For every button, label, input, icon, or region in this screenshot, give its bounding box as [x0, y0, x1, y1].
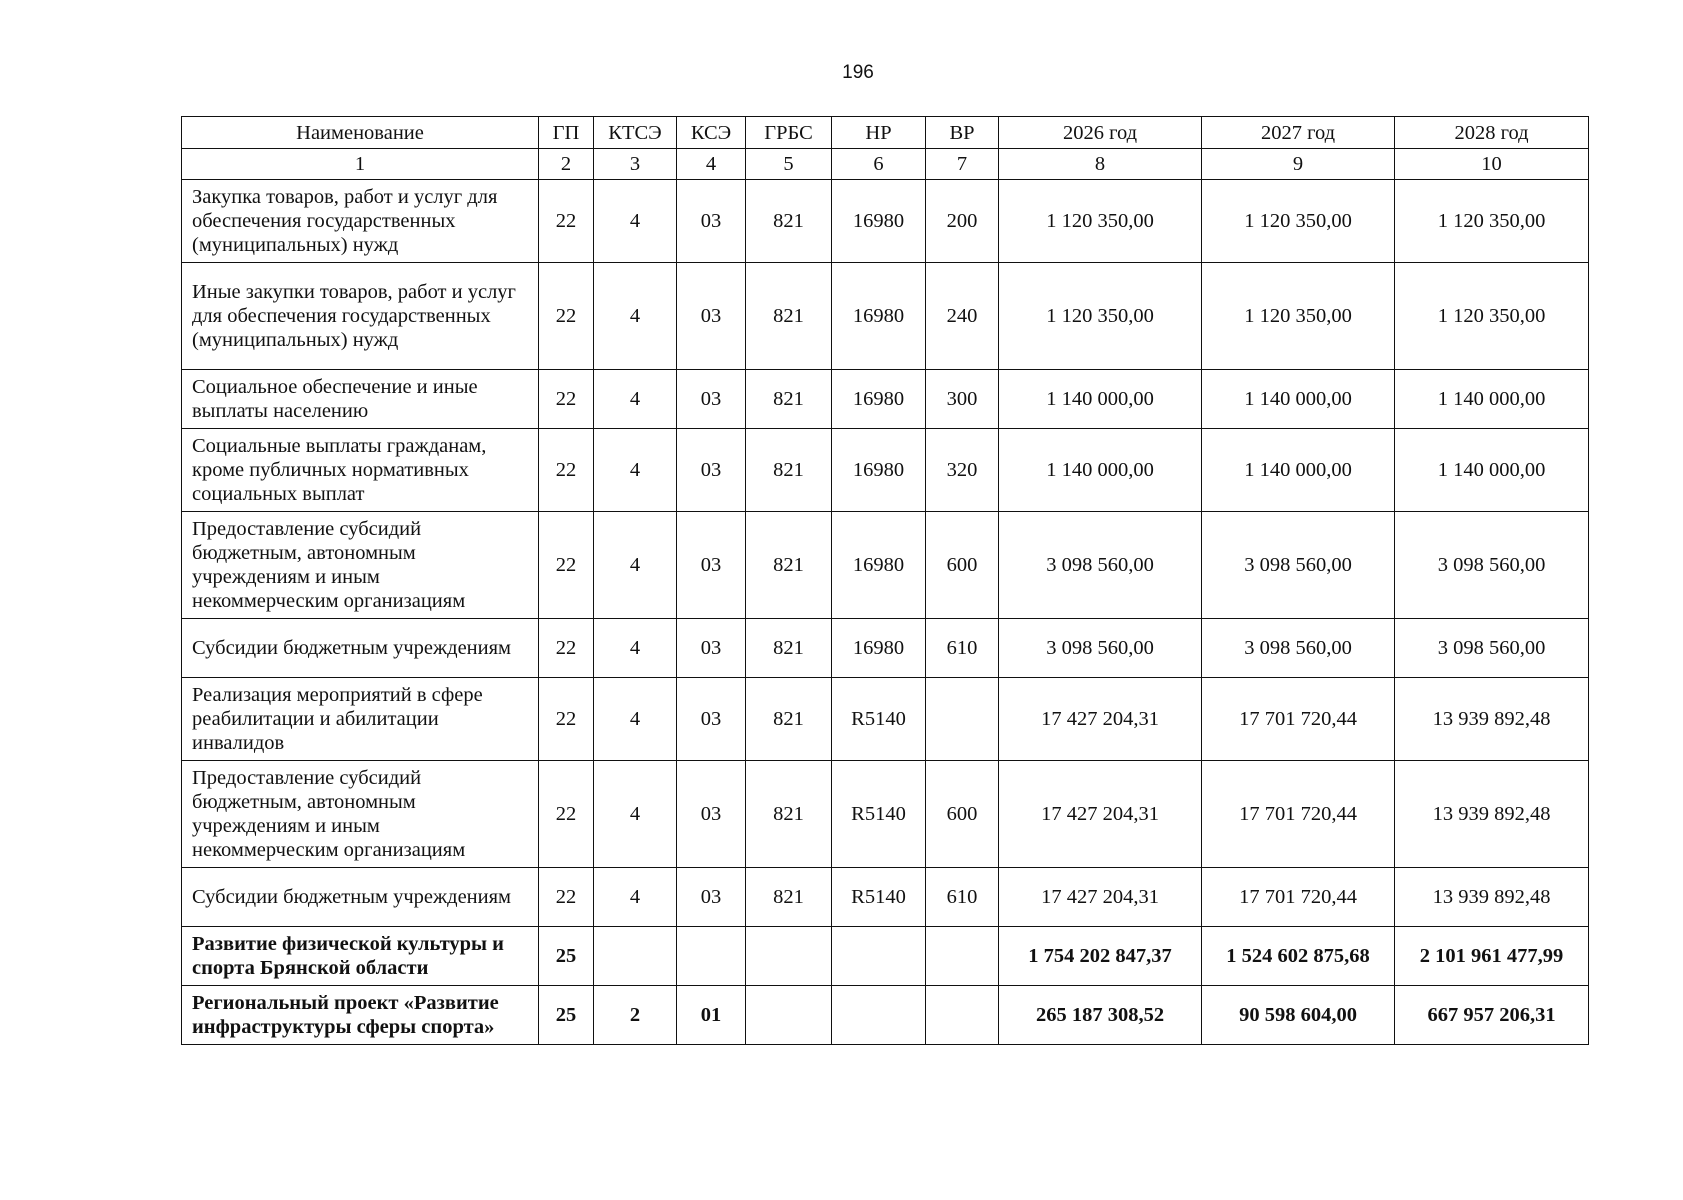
amount-2026-cell: 17 427 204,31 [999, 761, 1202, 868]
grbs-cell: 821 [746, 429, 832, 512]
kse-cell: 03 [677, 429, 746, 512]
index-cell: 2 [539, 149, 594, 180]
amount-2027-cell: 1 140 000,00 [1202, 370, 1395, 429]
amount-2028-cell: 13 939 892,48 [1395, 868, 1589, 927]
table-row [182, 927, 1589, 986]
amount-2028-cell: 3 098 560,00 [1395, 619, 1589, 678]
nr-cell: 16980 [832, 370, 926, 429]
amount-2026-cell: 1 120 350,00 [999, 263, 1202, 370]
vr-cell: 320 [926, 429, 999, 512]
amount-2026-cell: 1 140 000,00 [999, 370, 1202, 429]
amount-2027-cell: 1 120 350,00 [1202, 180, 1395, 263]
ktse-cell: 4 [594, 678, 677, 761]
amount-2027-cell: 1 524 602 875,68 [1202, 927, 1395, 986]
table-row [182, 429, 1589, 512]
table-row [182, 986, 1589, 1045]
amount-2028-cell: 1 120 350,00 [1395, 263, 1589, 370]
nr-cell: 16980 [832, 180, 926, 263]
name-cell: Социальные выплаты гражданам, кроме публичных нормативных социальных выплат [182, 429, 539, 512]
grbs-cell: 821 [746, 263, 832, 370]
vr-cell: 600 [926, 512, 999, 619]
amount-2027-cell: 3 098 560,00 [1202, 619, 1395, 678]
gp-cell: 22 [539, 512, 594, 619]
kse-cell: 03 [677, 263, 746, 370]
header-cell: КСЭ [677, 117, 746, 149]
gp-cell: 22 [539, 263, 594, 370]
gp-cell: 22 [539, 868, 594, 927]
grbs-cell: 821 [746, 678, 832, 761]
column-index-row [182, 149, 1589, 180]
name-cell: Иные закупки товаров, работ и услуг для обеспечения государственных (муниципальных) нужд [182, 263, 539, 370]
name-cell: Закупка товаров, работ и услуг для обеспечения государственных (муниципальных) нужд [182, 180, 539, 263]
grbs-cell [746, 927, 832, 986]
amount-2026-cell: 265 187 308,52 [999, 986, 1202, 1045]
name-cell: Субсидии бюджетным учреждениям [182, 619, 539, 678]
index-cell: 10 [1395, 149, 1589, 180]
amount-2028-cell: 13 939 892,48 [1395, 678, 1589, 761]
kse-cell: 03 [677, 512, 746, 619]
amount-2026-cell: 3 098 560,00 [999, 512, 1202, 619]
table-row [182, 512, 1589, 619]
amount-2027-cell: 17 701 720,44 [1202, 868, 1395, 927]
index-cell: 9 [1202, 149, 1395, 180]
header-cell: 2027 год [1202, 117, 1395, 149]
amount-2026-cell: 1 120 350,00 [999, 180, 1202, 263]
ktse-cell: 4 [594, 512, 677, 619]
vr-cell: 200 [926, 180, 999, 263]
kse-cell: 03 [677, 868, 746, 927]
name-cell: Региональный проект «Развитие инфраструктуры сферы спорта» [182, 986, 539, 1045]
ktse-cell: 2 [594, 986, 677, 1045]
nr-cell [832, 927, 926, 986]
amount-2027-cell: 1 140 000,00 [1202, 429, 1395, 512]
table-row [182, 619, 1589, 678]
nr-cell: 16980 [832, 512, 926, 619]
header-row [182, 117, 1589, 149]
ktse-cell: 4 [594, 868, 677, 927]
grbs-cell: 821 [746, 619, 832, 678]
amount-2028-cell: 2 101 961 477,99 [1395, 927, 1589, 986]
name-cell: Социальное обеспечение и иные выплаты населению [182, 370, 539, 429]
index-cell: 3 [594, 149, 677, 180]
index-cell: 4 [677, 149, 746, 180]
name-cell: Реализация мероприятий в сфере реабилитации и абилитации инвалидов [182, 678, 539, 761]
gp-cell: 22 [539, 429, 594, 512]
gp-cell: 25 [539, 927, 594, 986]
amount-2028-cell: 3 098 560,00 [1395, 512, 1589, 619]
amount-2027-cell: 3 098 560,00 [1202, 512, 1395, 619]
vr-cell [926, 678, 999, 761]
budget-table [181, 116, 1589, 1045]
nr-cell: 16980 [832, 429, 926, 512]
name-cell: Предоставление субсидий бюджетным, автономным учреждениям и иным некоммерческим организациям [182, 512, 539, 619]
name-cell: Предоставление субсидий бюджетным, автономным учреждениям и иным некоммерческим организациям [182, 761, 539, 868]
grbs-cell [746, 986, 832, 1045]
kse-cell: 01 [677, 986, 746, 1045]
ktse-cell [594, 927, 677, 986]
nr-cell: R5140 [832, 761, 926, 868]
amount-2027-cell: 1 120 350,00 [1202, 263, 1395, 370]
gp-cell: 22 [539, 678, 594, 761]
index-cell: 7 [926, 149, 999, 180]
index-cell: 8 [999, 149, 1202, 180]
grbs-cell: 821 [746, 761, 832, 868]
index-cell: 5 [746, 149, 832, 180]
gp-cell: 22 [539, 619, 594, 678]
nr-cell: 16980 [832, 619, 926, 678]
amount-2027-cell: 90 598 604,00 [1202, 986, 1395, 1045]
nr-cell: 16980 [832, 263, 926, 370]
grbs-cell: 821 [746, 868, 832, 927]
vr-cell: 610 [926, 868, 999, 927]
header-cell: ГП [539, 117, 594, 149]
vr-cell [926, 986, 999, 1045]
gp-cell: 22 [539, 761, 594, 868]
amount-2028-cell: 1 140 000,00 [1395, 370, 1589, 429]
grbs-cell: 821 [746, 370, 832, 429]
gp-cell: 25 [539, 986, 594, 1045]
kse-cell: 03 [677, 619, 746, 678]
header-cell: ВР [926, 117, 999, 149]
index-cell: 1 [182, 149, 539, 180]
page-number: 196 [842, 62, 874, 83]
kse-cell: 03 [677, 761, 746, 868]
name-cell: Развитие физической культуры и спорта Брянской области [182, 927, 539, 986]
amount-2026-cell: 1 754 202 847,37 [999, 927, 1202, 986]
amount-2026-cell: 17 427 204,31 [999, 868, 1202, 927]
amount-2028-cell: 1 140 000,00 [1395, 429, 1589, 512]
ktse-cell: 4 [594, 263, 677, 370]
grbs-cell: 821 [746, 512, 832, 619]
vr-cell: 610 [926, 619, 999, 678]
header-cell: Наименование [182, 117, 539, 149]
table-row [182, 761, 1589, 868]
ktse-cell: 4 [594, 761, 677, 868]
header-cell: 2028 год [1395, 117, 1589, 149]
table-row [182, 868, 1589, 927]
kse-cell [677, 927, 746, 986]
header-cell: 2026 год [999, 117, 1202, 149]
index-cell: 6 [832, 149, 926, 180]
table-row [182, 370, 1589, 429]
header-cell: КТСЭ [594, 117, 677, 149]
amount-2027-cell: 17 701 720,44 [1202, 761, 1395, 868]
ktse-cell: 4 [594, 180, 677, 263]
amount-2027-cell: 17 701 720,44 [1202, 678, 1395, 761]
header-cell: ГРБС [746, 117, 832, 149]
nr-cell: R5140 [832, 868, 926, 927]
table-body [182, 180, 1589, 1045]
amount-2026-cell: 3 098 560,00 [999, 619, 1202, 678]
ktse-cell: 4 [594, 429, 677, 512]
ktse-cell: 4 [594, 370, 677, 429]
amount-2028-cell: 1 120 350,00 [1395, 180, 1589, 263]
name-cell: Субсидии бюджетным учреждениям [182, 868, 539, 927]
amount-2026-cell: 1 140 000,00 [999, 429, 1202, 512]
kse-cell: 03 [677, 370, 746, 429]
vr-cell: 240 [926, 263, 999, 370]
nr-cell: R5140 [832, 678, 926, 761]
vr-cell: 300 [926, 370, 999, 429]
vr-cell [926, 927, 999, 986]
table-row [182, 263, 1589, 370]
table-row [182, 180, 1589, 263]
amount-2028-cell: 13 939 892,48 [1395, 761, 1589, 868]
grbs-cell: 821 [746, 180, 832, 263]
amount-2026-cell: 17 427 204,31 [999, 678, 1202, 761]
table-row [182, 678, 1589, 761]
vr-cell: 600 [926, 761, 999, 868]
kse-cell: 03 [677, 678, 746, 761]
gp-cell: 22 [539, 180, 594, 263]
gp-cell: 22 [539, 370, 594, 429]
amount-2028-cell: 667 957 206,31 [1395, 986, 1589, 1045]
nr-cell [832, 986, 926, 1045]
ktse-cell: 4 [594, 619, 677, 678]
header-cell: НР [832, 117, 926, 149]
kse-cell: 03 [677, 180, 746, 263]
